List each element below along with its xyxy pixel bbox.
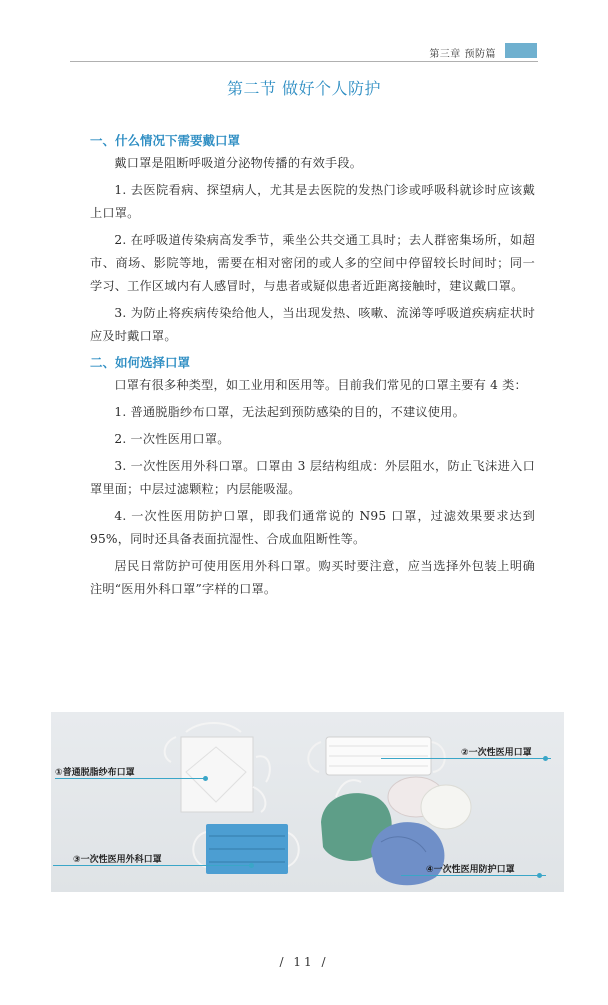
figure-label-disposable-mask: ②一次性医用口罩 bbox=[461, 748, 532, 758]
figure-label-protective-mask: ④一次性医用防护口罩 bbox=[426, 865, 515, 875]
figure-label-surgical-mask: ③一次性医用外科口罩 bbox=[73, 855, 162, 865]
figure-label-gauze-mask: ①普通脱脂纱布口罩 bbox=[55, 768, 135, 778]
paragraph: 口罩有很多种类型，如工业用和医用等。目前我们常见的口罩主要有 4 类： bbox=[114, 378, 527, 392]
pointer-line bbox=[381, 758, 551, 759]
mask-types-figure bbox=[51, 712, 564, 892]
paragraph: 3. 一次性医用外科口罩。口罩由 3 层结构组成：外层阻水，防止飞沫进入口罩里面；中层过滤颗粒；内层能吸湿。 bbox=[90, 459, 535, 496]
pointer-dot bbox=[543, 756, 548, 761]
gauze-mask-image bbox=[165, 723, 270, 812]
disposable-mask-image bbox=[308, 737, 444, 775]
pointer-line bbox=[53, 865, 251, 866]
paragraph: 2. 一次性医用口罩。 bbox=[114, 432, 230, 446]
heading-how-choose-mask: 二、如何选择口罩 bbox=[90, 355, 191, 370]
paragraph: 戴口罩是阻断呼吸道分泌物传播的有效手段。 bbox=[114, 156, 363, 170]
paragraph: 居民日常防护可使用医用外科口罩。购买时要注意，应当选择外包装上明确注明“医用外科口罩”字样的口罩。 bbox=[90, 559, 535, 596]
chapter-label: 第三章 预防篇 bbox=[429, 49, 496, 60]
pointer-line bbox=[55, 778, 205, 779]
pointer-dot bbox=[537, 873, 542, 878]
section-title: 第二节 做好个人防护 bbox=[226, 79, 382, 98]
main-content bbox=[90, 130, 535, 605]
pointer-line bbox=[401, 875, 546, 876]
heading-when-wear-mask: 一、什么情况下需要戴口罩 bbox=[90, 133, 241, 148]
paragraph: 4. 一次性医用防护口罩，即我们通常说的 N95 口罩，过滤效果要求达到 95%，同时还具备表面抗湿性、合成血阻断性等。 bbox=[90, 509, 535, 546]
surgical-mask-image bbox=[193, 824, 299, 874]
pointer-dot bbox=[203, 776, 208, 781]
header-divider bbox=[70, 61, 538, 62]
paragraph: 1. 去医院看病、探望病人，尤其是去医院的发热门诊或呼吸科就诊时应该戴上口罩。 bbox=[90, 183, 535, 220]
paragraph: 1. 普通脱脂纱布口罩，无法起到预防感染的目的，不建议使用。 bbox=[114, 405, 465, 419]
page-number: / 11 / bbox=[279, 955, 329, 969]
paragraph: 3. 为防止将疾病传染给他人，当出现发热、咳嗽、流涕等呼吸道疾病症状时应及时戴口罩。 bbox=[90, 306, 535, 343]
page-header bbox=[0, 42, 608, 62]
pointer-dot bbox=[249, 863, 254, 868]
paragraph: 2. 在呼吸道传染病高发季节，乘坐公共交通工具时；去人群密集场所，如超市、商场、影院等地，需要在相对密闭的或人多的空间中停留较长时间时；同一学习、工作区域内有人感冒时，与患者或疑似患者近距离接触时，建议戴口罩。 bbox=[90, 233, 535, 293]
chapter-color-block bbox=[505, 43, 537, 58]
